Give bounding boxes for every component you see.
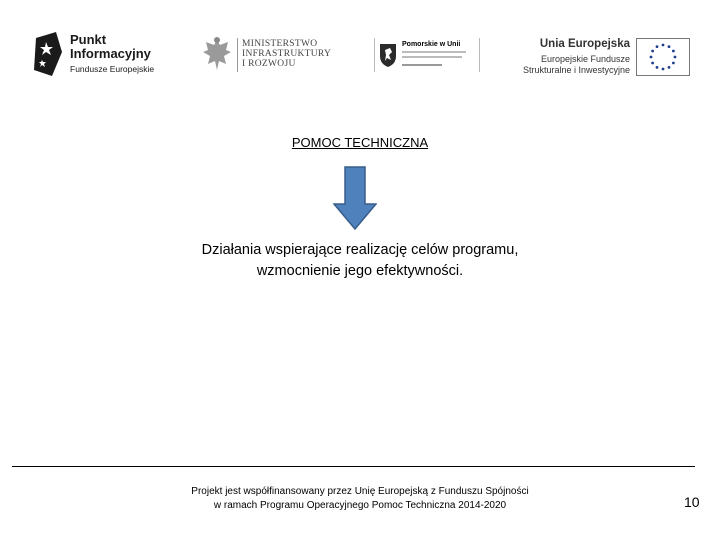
pomorskie-fineprint-2	[402, 56, 462, 58]
ministerstwo-divider	[237, 38, 238, 72]
footer-line1: Projekt jest współfinansowany przez Unię Europejską z Funduszu Spójności	[191, 486, 529, 497]
punkt-subtitle: Fundusze Europejskie	[70, 64, 155, 74]
eu-flag-icon	[636, 38, 690, 76]
eu-star-icon	[651, 50, 654, 53]
slide-description	[0, 240, 720, 282]
pomorskie-title: Pomorskie w Unii	[402, 41, 461, 48]
eu-star-icon	[668, 66, 671, 69]
eu-star-icon	[672, 50, 675, 53]
slide-heading: POMOC TECHNICZNA	[291, 135, 429, 150]
pomorskie-logo	[374, 38, 480, 74]
pomorskie-fineprint-1	[402, 51, 466, 53]
eu-star-icon	[674, 56, 677, 59]
ue-title: Unia Europejska	[539, 38, 630, 50]
eu-star-icon	[668, 45, 671, 48]
unia-europejska-logo	[520, 36, 688, 78]
ministerstwo-line1: MINISTERSTWO	[242, 39, 318, 49]
griffin-crest-icon	[378, 42, 398, 68]
punkt-title	[70, 33, 151, 61]
ministerstwo-text	[242, 39, 331, 69]
footer-text	[0, 485, 720, 513]
pomorskie-fineprint-3	[402, 64, 442, 66]
logo-bar	[0, 0, 720, 100]
star-mark-icon	[34, 32, 64, 76]
eagle-emblem-icon	[202, 36, 232, 74]
punkt-line1: Punkt	[70, 32, 107, 47]
eu-star-icon	[656, 45, 659, 48]
description-line1: Działania wspierające realizację celów programu,	[201, 242, 519, 258]
down-arrow-icon	[333, 166, 377, 230]
description-line2: wzmocnienie jego efektywności.	[256, 263, 464, 279]
eu-star-icon	[662, 68, 665, 71]
eu-star-icon	[656, 66, 659, 69]
ministerstwo-logo	[202, 36, 332, 76]
ue-sub-line2: Strukturalne i Inwestycyjne	[522, 65, 630, 75]
eu-star-icon	[650, 56, 653, 59]
eu-star-icon	[662, 44, 665, 47]
punkt-informacyjny-logo	[34, 30, 184, 80]
page-number: 10	[684, 494, 700, 510]
eu-star-icon	[651, 62, 654, 65]
punkt-line2: Informacyjny	[70, 46, 151, 61]
ue-sub-line1: Europejskie Fundusze	[540, 54, 630, 64]
footer-divider	[12, 466, 695, 467]
ministerstwo-line2: INFRASTRUKTURY	[242, 49, 332, 59]
footer-line2: w ramach Programu Operacyjnego Pomoc Techniczna 2014-2020	[213, 500, 507, 511]
ue-subtitle	[520, 54, 630, 76]
eu-star-icon	[672, 62, 675, 65]
ministerstwo-line3: I ROZWOJU	[242, 59, 296, 69]
